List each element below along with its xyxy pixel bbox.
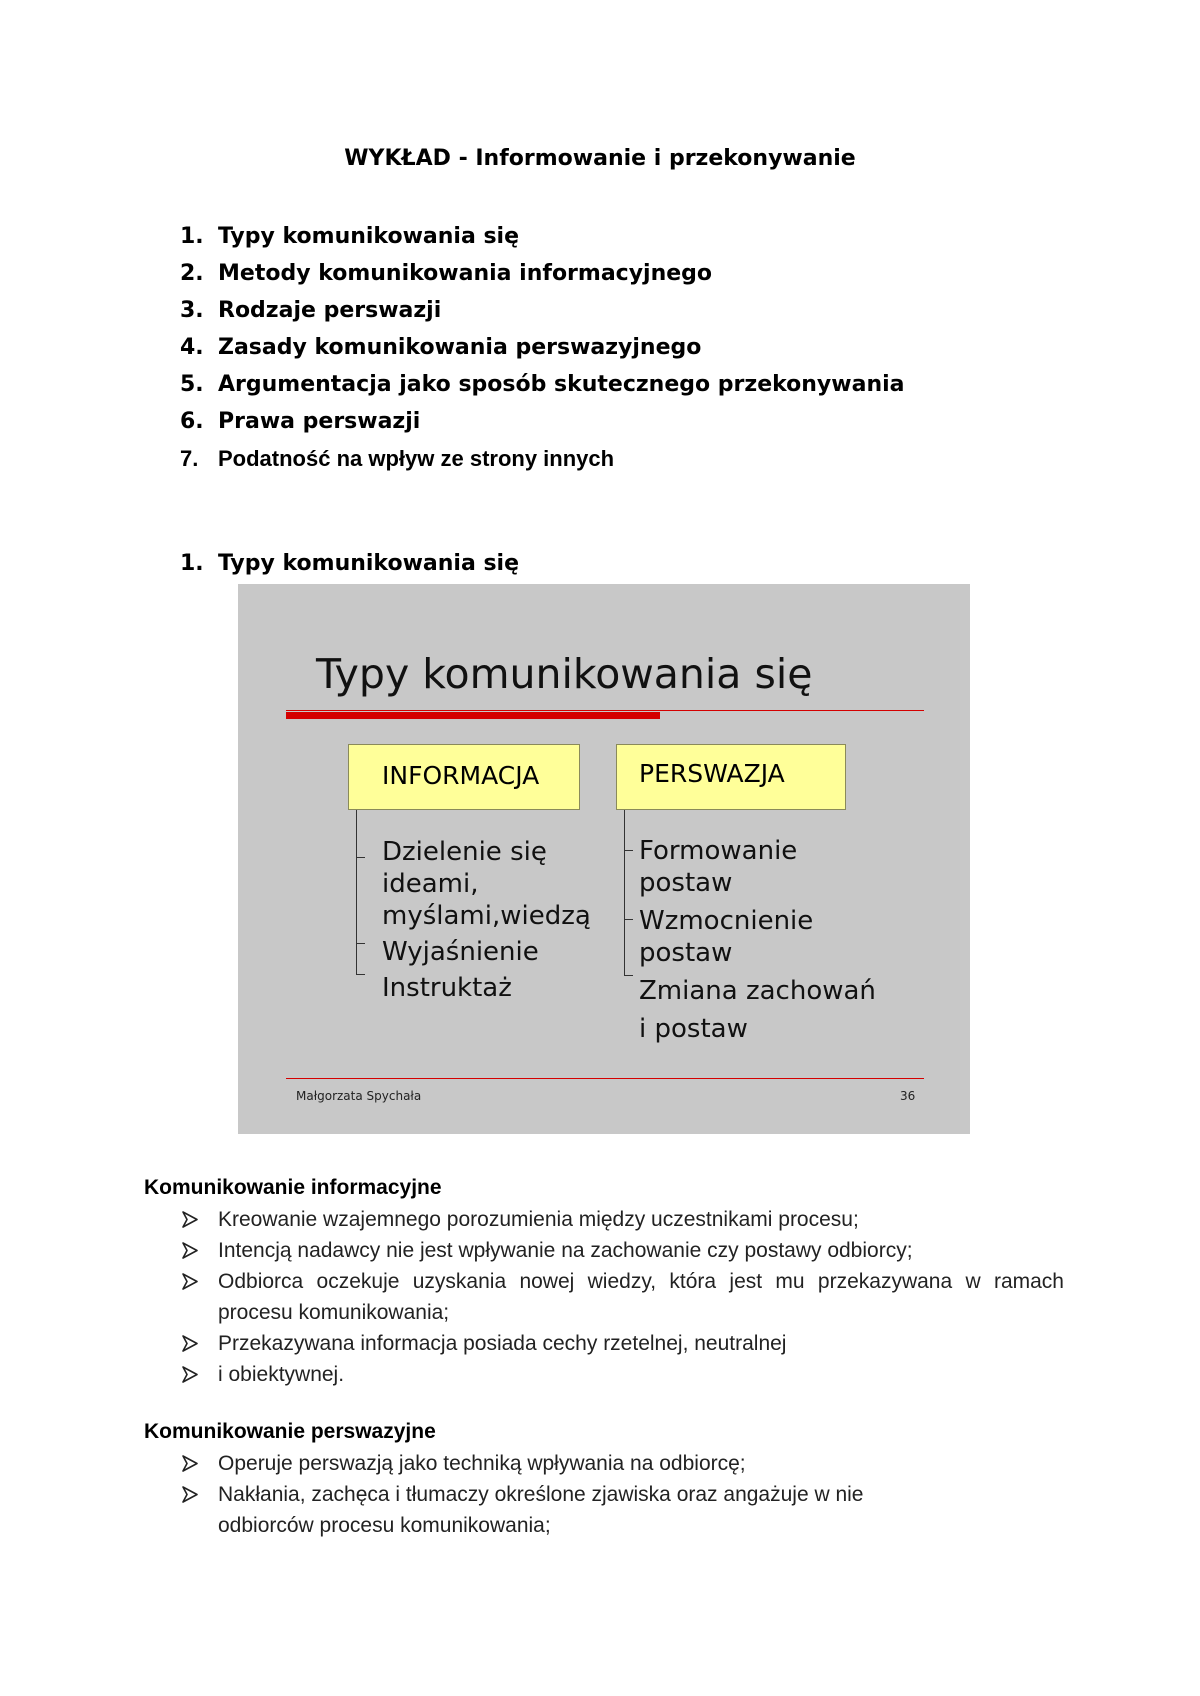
tree-tick [356, 857, 365, 858]
section-number: 1. [180, 551, 204, 576]
info-section-heading: Komunikowanie informacyjne [144, 1176, 442, 1199]
arrow-bullet-icon [180, 1448, 202, 1479]
slide-item: postaw [639, 938, 733, 968]
list-item [180, 1359, 1064, 1390]
toc-label: Argumentacja jako sposób skutecznego przekonywania [218, 372, 905, 397]
list-item-text: Przekazywana informacja posiada cechy rzetelnej, neutralnej [218, 1332, 787, 1355]
toc-label: Metody komunikowania informacyjnego [218, 261, 713, 286]
slide-title-accent-bar [286, 712, 660, 719]
list-item [180, 1479, 1064, 1541]
toc-number: 2. [180, 261, 204, 286]
slide-item: ideami, [382, 869, 479, 899]
toc-label: Rodzaje perswazji [218, 298, 442, 323]
slide-title: Typy komunikowania się [316, 650, 813, 698]
toc-label: Typy komunikowania się [218, 224, 520, 249]
arrow-bullet-icon [180, 1235, 202, 1266]
toc-number: 1. [180, 224, 204, 249]
list-item-text: Operuje perswazją jako techniką wpływania na odbiorcę; [218, 1452, 746, 1475]
toc-item [180, 370, 905, 407]
tree-tick [624, 975, 633, 976]
list-item [180, 1235, 1064, 1266]
list-item [180, 1328, 1064, 1359]
slide-item: Formowanie [639, 836, 798, 866]
slide-item: myślami,wiedzą [382, 901, 591, 931]
list-item [180, 1204, 1064, 1235]
toc-item [180, 333, 905, 370]
toc-item [180, 222, 905, 259]
list-item-text: Nakłania, zachęca i tłumaczy określone zjawiska oraz angażuje w nie odbiorców procesu komunikowania; [218, 1483, 864, 1537]
slide-footer-author: Małgorzata Spychała [296, 1089, 422, 1103]
tree-connector-right [624, 810, 625, 975]
table-of-contents [180, 222, 905, 481]
list-item [180, 1266, 1064, 1328]
arrow-bullet-icon [180, 1266, 202, 1297]
info-bullet-list [180, 1204, 1064, 1390]
slide-item: Zmiana zachowań [639, 976, 876, 1006]
pers-section-heading: Komunikowanie perswazyjne [144, 1420, 436, 1443]
perswazja-items [639, 835, 876, 1045]
slide-item: postaw [639, 868, 733, 898]
arrow-bullet-icon [180, 1479, 202, 1510]
informacja-items [382, 836, 591, 1004]
pers-bullet-list [180, 1448, 1064, 1541]
tree-tick [356, 943, 365, 944]
slide-footer-rule [286, 1078, 924, 1079]
toc-number: 3. [180, 298, 204, 323]
arrow-bullet-icon [180, 1204, 202, 1235]
slide-page-number: 36 [900, 1089, 916, 1103]
toc-number: 7. [180, 446, 199, 471]
arrow-bullet-icon [180, 1359, 202, 1390]
list-item-text: Odbiorca oczekuje uzyskania nowej wiedzy, która jest mu przekazywana w ramach procesu komunikowania; [218, 1270, 1064, 1324]
toc-item [180, 259, 905, 296]
tree-tick [624, 850, 633, 851]
slide-image [238, 584, 970, 1134]
toc-label: Prawa perswazji [218, 409, 421, 434]
toc-number: 4. [180, 335, 204, 360]
slide-title-rule [286, 710, 924, 711]
informacja-box: INFORMACJA [348, 744, 580, 810]
arrow-bullet-icon [180, 1328, 202, 1359]
toc-item [180, 444, 905, 481]
list-item-text: Kreowanie wzajemnego porozumienia między uczestnikami procesu; [218, 1208, 859, 1231]
toc-number: 5. [180, 372, 204, 397]
toc-item [180, 407, 905, 444]
slide-item: Instruktaż [382, 973, 512, 1003]
toc-label: Zasady komunikowania perswazyjnego [218, 335, 702, 360]
slide-item: i postaw [639, 1014, 748, 1044]
list-item-text: i obiektywnej. [218, 1363, 345, 1386]
toc-label: Podatność na wpływ ze strony innych [218, 446, 615, 471]
slide-item: Dzielenie się [382, 837, 547, 867]
section-heading [180, 551, 519, 576]
section-label: Typy komunikowania się [218, 551, 520, 576]
tree-tick [356, 974, 365, 975]
page-title: WYKŁAD - Informowanie i przekonywanie [344, 146, 856, 171]
list-item [180, 1448, 1064, 1479]
tree-tick [624, 919, 633, 920]
tree-connector-left [356, 810, 357, 974]
perswazja-box: PERSWAZJA [616, 744, 846, 810]
list-item-text: Intencją nadawcy nie jest wpływanie na zachowanie czy postawy odbiorcy; [218, 1239, 913, 1262]
slide-item: Wyjaśnienie [382, 937, 539, 967]
toc-item [180, 296, 905, 333]
slide-item: Wzmocnienie [639, 906, 814, 936]
toc-number: 6. [180, 409, 204, 434]
